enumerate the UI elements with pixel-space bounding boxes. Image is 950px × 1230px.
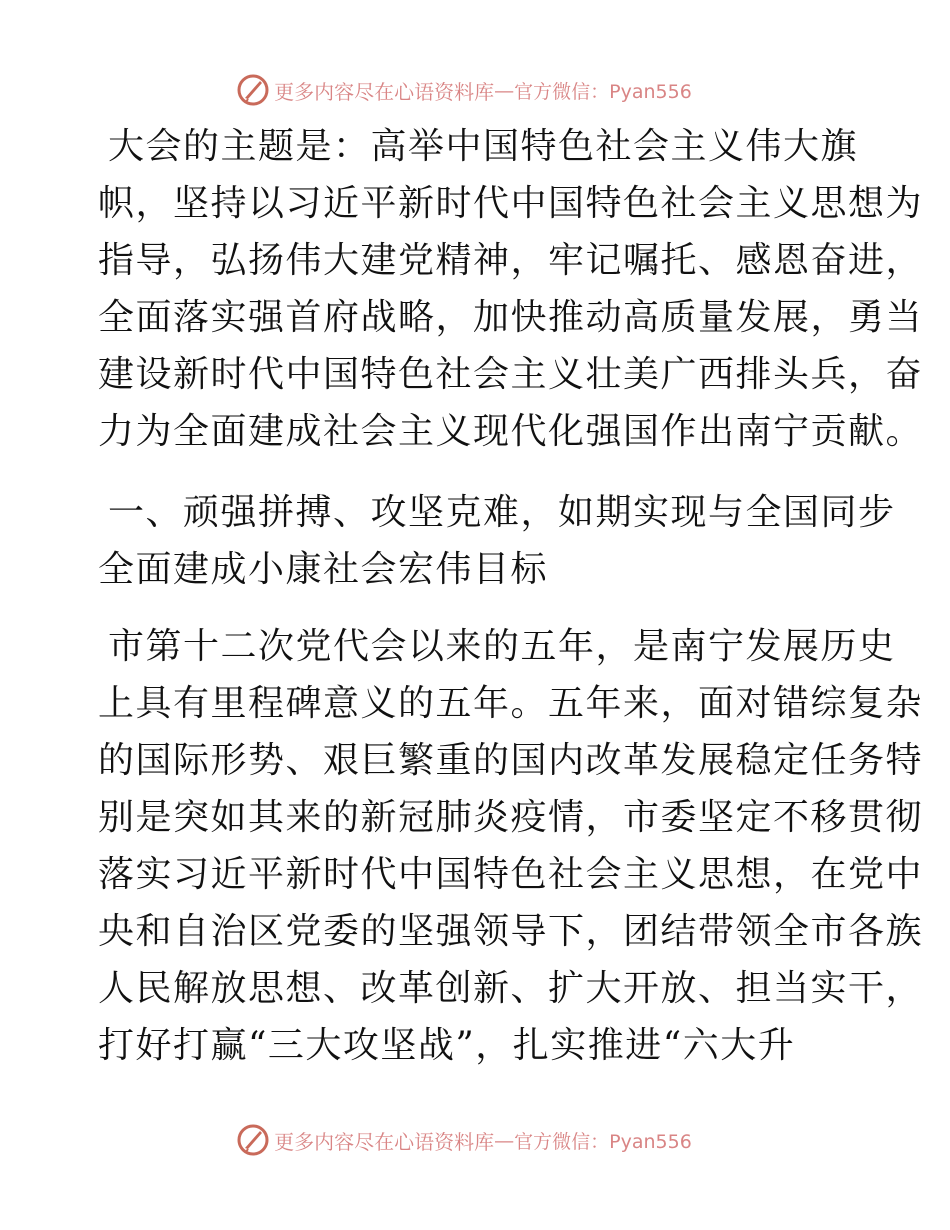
body-line: 人民解放思想、改革创新、扩大开放、担当实干， <box>98 968 924 1009</box>
body-line: 帜，坚持以习近平新时代中国特色社会主义思想为 <box>98 183 924 224</box>
body-line: 全面落实强首府战略，加快推动高质量发展，勇当 <box>98 297 924 338</box>
promo-text: 更多内容尽在心语资料库 <box>274 79 495 104</box>
feather-logo-icon <box>236 1123 270 1157</box>
body-line: 指导，弘扬伟大建党精神，牢记嘱托、感恩奋进， <box>98 240 924 281</box>
body-line: 大会的主题是：高举中国特色社会主义伟大旗 <box>108 126 859 167</box>
promo-text: 更多内容尽在心语资料库 <box>274 1129 495 1154</box>
wechat-text: 官方微信：Pyan556 <box>514 1130 692 1153</box>
section-heading: 一、顽强拼搏、攻坚克难，如期实现与全国同步 <box>108 492 896 533</box>
body-line: 建设新时代中国特色社会主义壮美广西排头兵，奋 <box>98 354 924 395</box>
footer-watermark <box>0 1120 950 1160</box>
body-line: 的国际形势、艰巨繁重的国内改革发展稳定任务特 <box>98 740 924 781</box>
body-line: 市第十二次党代会以来的五年，是南宁发展历史 <box>108 626 896 667</box>
body-line: 上具有里程碑意义的五年。五年来，面对错综复杂 <box>98 683 924 724</box>
wechat-text: 官方微信：Pyan556 <box>514 80 692 103</box>
body-line: 央和自治区党委的坚强领导下，团结带领全市各族 <box>98 911 924 952</box>
separator: — <box>494 1128 515 1152</box>
separator: — <box>494 78 515 102</box>
body-line: 落实习近平新时代中国特色社会主义思想，在党中 <box>98 854 924 895</box>
body-line: 打好打赢“三大攻坚战”，扎实推进“六大升 <box>98 1025 796 1066</box>
body-line: 力为全面建成社会主义现代化强国作出南宁贡献。 <box>98 411 924 452</box>
body-line: 别是突如其来的新冠肺炎疫情，市委坚定不移贯彻 <box>98 797 924 838</box>
feather-logo-icon <box>236 73 270 107</box>
section-heading: 全面建成小康社会宏伟目标 <box>98 549 549 590</box>
header-watermark <box>0 70 950 110</box>
